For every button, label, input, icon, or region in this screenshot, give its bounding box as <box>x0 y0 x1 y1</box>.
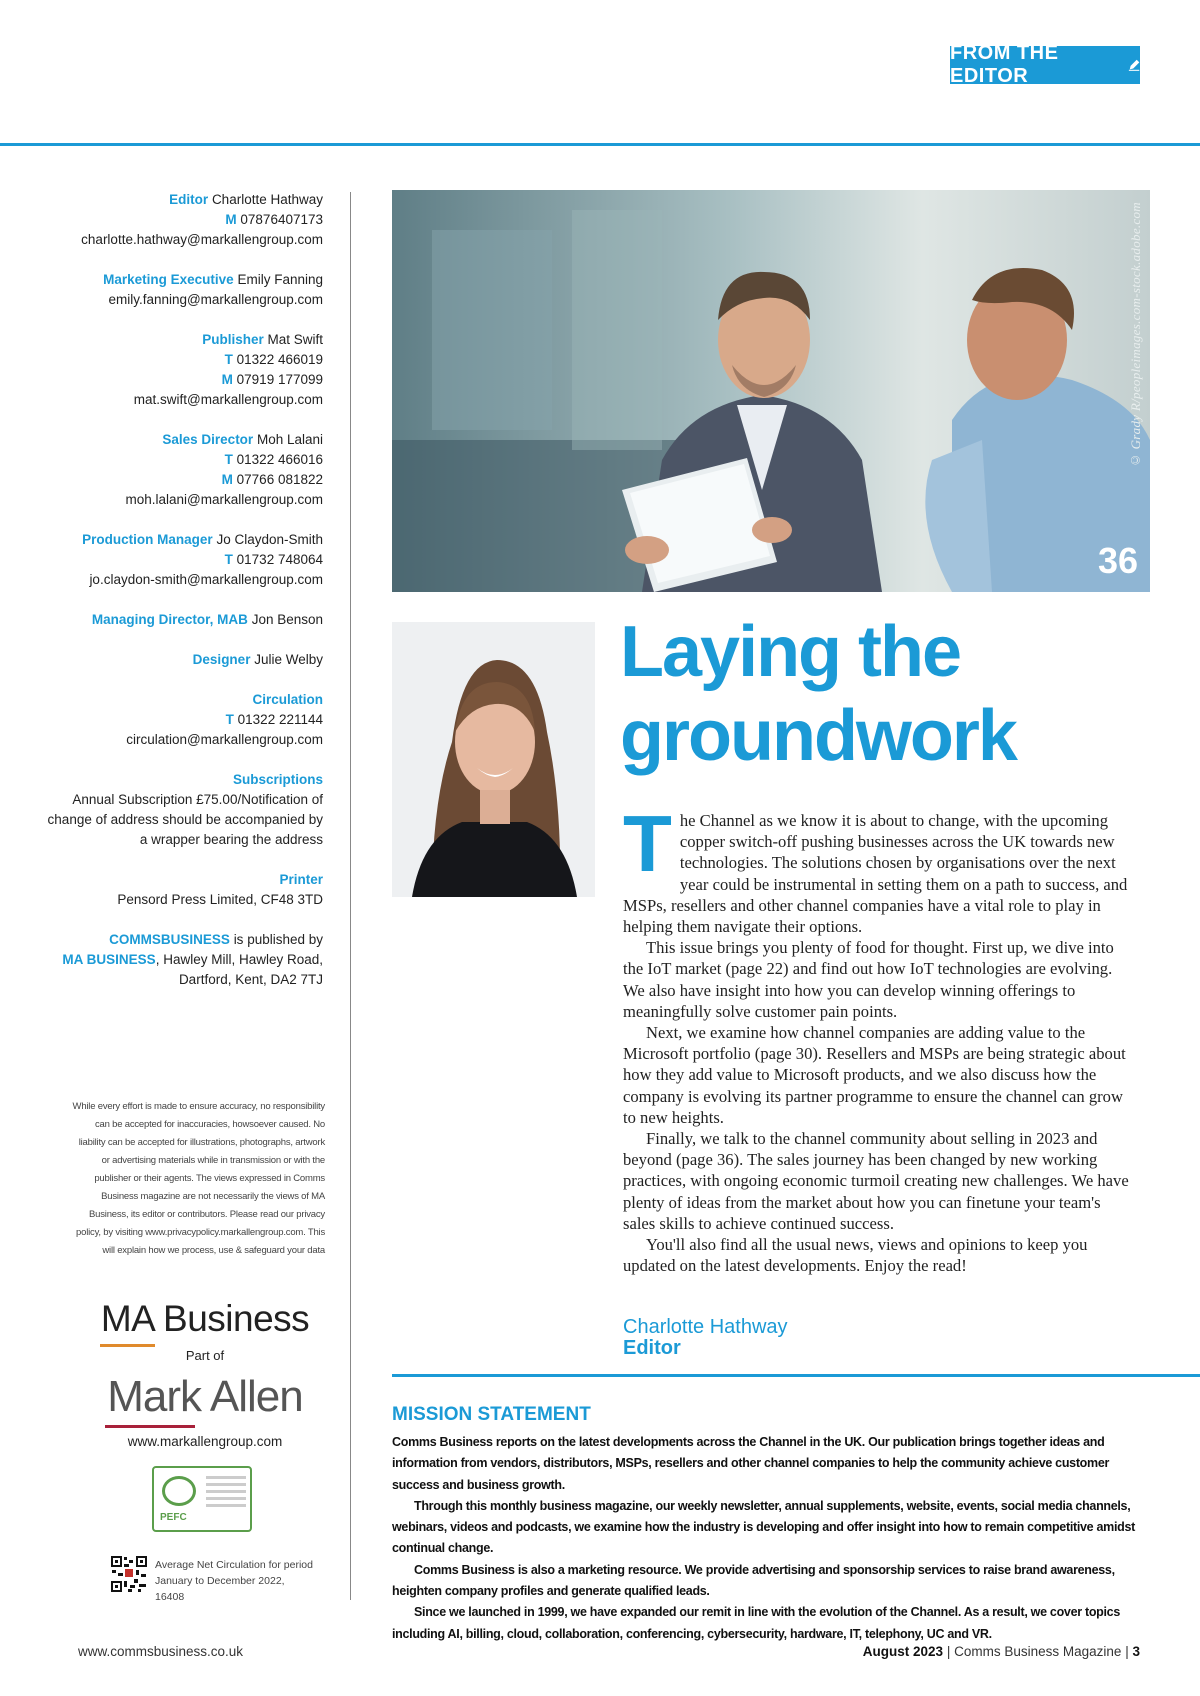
brand-name: COMMSBUSINESS <box>109 932 230 947</box>
role-label: Circulation <box>252 692 323 707</box>
role-label: Printer <box>279 872 323 887</box>
mark-allen-underline <box>105 1425 195 1428</box>
phone-label: T <box>224 452 233 467</box>
masthead <box>40 190 323 1010</box>
ma-business-wordmark: MA Business <box>100 1298 310 1339</box>
headline-line: groundwork <box>620 696 1016 776</box>
masthead-editor <box>40 190 323 250</box>
mobile-label: M <box>221 372 233 387</box>
email-text: mat.swift@markallengroup.com <box>133 392 323 407</box>
editor-portrait-illustration <box>392 622 595 897</box>
part-of-label: Part of <box>185 1348 225 1363</box>
header-rule <box>0 143 1200 146</box>
subscription-text: a wrapper bearing the address <box>139 832 323 847</box>
person-name: Mat Swift <box>267 332 323 347</box>
role-label: Marketing Executive <box>103 272 234 287</box>
masthead-publisher-info <box>40 930 323 990</box>
circulation-note: Average Net Circulation for period January to December 2022, 16408 <box>155 1559 313 1603</box>
person-name: Jon Benson <box>251 612 323 627</box>
article-paragraph: This issue brings you plenty of food for thought. First up, we dive into the IoT market (page 22) and find out how IoT technologies are evolving. We also have insight into how you can develop winning offerings to meaningfully solve customer pain points. <box>623 938 1114 1021</box>
printer-text: Pensord Press Limited, CF48 3TD <box>117 892 323 907</box>
article-headline <box>620 610 1150 778</box>
mobile-number: 07876407173 <box>240 212 323 227</box>
hero-photo <box>392 190 1150 592</box>
mark-allen-logo <box>95 1372 315 1422</box>
mission-paragraph: Comms Business reports on the latest developments across the Channel in the UK. Our publication brings together ideas and information from vendors, distributors, MSPs, resellers and other channel companies to help the community achieve customer success and business growth. <box>392 1435 1110 1492</box>
separator: | <box>1125 1644 1129 1659</box>
separator: | <box>946 1644 951 1659</box>
email-text: jo.claydon-smith@markallengroup.com <box>89 572 323 587</box>
masthead-production <box>40 530 323 590</box>
role-label: Editor <box>169 192 209 207</box>
email-text: moh.lalani@markallengroup.com <box>125 492 323 507</box>
publisher-text: is published by <box>233 932 323 947</box>
masthead-circulation <box>40 690 323 750</box>
phone-number: 01732 748064 <box>236 552 323 567</box>
signoff-role: Editor <box>623 1337 681 1359</box>
section-tag <box>950 42 1140 87</box>
person-name: Emily Fanning <box>237 272 323 287</box>
article-paragraph <box>623 799 1135 937</box>
person-name: Jo Claydon-Smith <box>216 532 323 547</box>
footer-issue-info <box>863 1644 1140 1659</box>
paragraph-text: he Channel as we know it is about to change, with the upcoming copper switch-off pushing businesses across the UK towards new technologies. The solutions chosen by organisations over the next year could be instrumental in setting them on a path to success, and MSPs, resellers and other channel companies have a vital role to play in helping them navigate their options. <box>623 811 1128 937</box>
email-text: circulation@markallengroup.com <box>126 732 323 747</box>
subscription-text: Annual Subscription £75.00/Notification of <box>72 792 323 807</box>
mission-title: MISSION STATEMENT <box>392 1404 591 1425</box>
masthead-printer <box>40 870 323 910</box>
person-name: Charlotte Hathway <box>211 192 323 207</box>
business-meeting-illustration <box>392 190 1150 592</box>
headline-line: Laying the <box>620 612 961 692</box>
masthead-md <box>40 610 323 630</box>
article-paragraph: Finally, we talk to the channel community about selling in 2023 and beyond (page 36). The sales journey has been changed by new working practices, with ongoing economic turmoil creating new challenges. We have plenty of ideas from the market about how you can finetune your team's sales skills to achieve continued success. <box>623 1129 1129 1233</box>
mission-paragraph: Comms Business is also a marketing resource. We provide advertising and sponsorship services to raise brand awareness, heighten company profiles and generate qualified leads. <box>392 1562 1115 1599</box>
drop-cap: T <box>623 799 672 888</box>
phone-number: 01322 466016 <box>236 452 323 467</box>
mark-allen-wordmark: Mark Allen <box>107 1372 303 1421</box>
masthead-publisher <box>40 330 323 410</box>
mission-paragraph: Since we launched in 1999, we have expanded our remit in line with the evolution of the Channel. As a result, we cover topics including AI, billing, cloud, collaboration, conferencing, cybersecurity, hardware, IT, telephony, UC and VR. <box>392 1605 1120 1641</box>
ma-business-underline <box>100 1344 155 1347</box>
column-divider <box>350 192 351 1600</box>
pefc-label: PEFC <box>160 1512 187 1523</box>
article-body <box>623 799 1135 1276</box>
address-text: Dartford, Kent, DA2 7TJ <box>178 972 323 987</box>
ma-business-logo <box>95 1298 315 1340</box>
phone-label: T <box>224 352 233 367</box>
subscription-text: change of address should be accompanied by <box>47 812 323 827</box>
role-label: Sales Director <box>162 432 254 447</box>
mobile-number: 07919 177099 <box>236 372 323 387</box>
mission-body <box>392 1432 1137 1645</box>
signoff-name: Charlotte Hathway <box>623 1316 788 1338</box>
role-label: Managing Director, MAB <box>91 612 248 627</box>
phone-number: 01322 466019 <box>236 352 323 367</box>
mobile-number: 07766 081822 <box>236 472 323 487</box>
address-text: , Hawley Mill, Hawley Road, <box>155 952 323 967</box>
brand-name: MA BUSINESS <box>62 952 156 967</box>
photo-credit: © Grady R/peopleimages.com-stock.adobe.com <box>1128 202 1143 469</box>
section-tag-label: FROM THE EDITOR <box>950 42 1059 87</box>
masthead-subscriptions <box>40 770 323 850</box>
masthead-sales <box>40 430 323 510</box>
mission-rule <box>392 1374 1200 1377</box>
pefc-tree-icon <box>162 1476 196 1506</box>
email-text: charlotte.hathway@markallengroup.com <box>81 232 323 247</box>
article-paragraph: Next, we examine how channel companies are adding value to the Microsoft portfolio (page 30). Resellers and MSPs are being strategic about how they add value to Microsoft products, and we also discuss how the company is evolving its partner programme to ensure the channel can grow to new heights. <box>623 1023 1126 1127</box>
email-text: emily.fanning@markallengroup.com <box>108 292 323 307</box>
footer-website[interactable]: www.commsbusiness.co.uk <box>78 1644 244 1659</box>
masthead-marketing <box>40 270 323 310</box>
qr-code-icon <box>110 1555 148 1593</box>
issue-date: August 2023 <box>862 1644 944 1659</box>
pencil-icon <box>1128 58 1140 72</box>
pefc-certification-logo <box>152 1466 252 1532</box>
role-label: Subscriptions <box>232 772 323 787</box>
role-label: Publisher <box>202 332 264 347</box>
phone-number: 01322 221144 <box>237 712 323 727</box>
mission-paragraph: Through this monthly business magazine, our weekly newsletter, annual supplements, website, events, social media channels, webinars, videos and podcasts, we examine how the industry is developing and offer insight into how to remain competitive amidst continual change. <box>392 1498 1135 1556</box>
phone-label: T <box>224 552 233 567</box>
role-label: Designer <box>192 652 251 667</box>
person-name: Moh Lalani <box>256 432 323 447</box>
masthead-designer <box>40 650 323 670</box>
mark-allen-website[interactable]: www.markallengroup.com <box>127 1434 283 1449</box>
magazine-name: Comms Business Magazine <box>954 1644 1122 1659</box>
editor-portrait <box>392 622 595 897</box>
article-paragraph: You'll also find all the usual news, views and opinions to keep you updated on the latest developments. Enjoy the read! <box>623 1235 1088 1276</box>
phone-label: T <box>225 712 234 727</box>
page-number: 3 <box>1132 1644 1140 1659</box>
mobile-label: M <box>225 212 237 227</box>
disclaimer-text: While every effort is made to ensure accuracy, no responsibility can be accepted for inaccuracies, howsoever caused. No liability can be accepted for illustrations, photographs, artwork or advertising materials while in transmission or with the publisher or their agents. The views expressed in Comms Business magazine are not necessarily the views of MA Business, its editor or contributors. Please read our privacy policy, by visiting www.privacypolicy.markallengroup.com. This will explain how we process, use & safeguard your data <box>72 1101 325 1256</box>
mobile-label: M <box>221 472 233 487</box>
role-label: Production Manager <box>82 532 213 547</box>
person-name: Julie Welby <box>254 652 323 667</box>
page-reference: 36 <box>1097 540 1138 581</box>
